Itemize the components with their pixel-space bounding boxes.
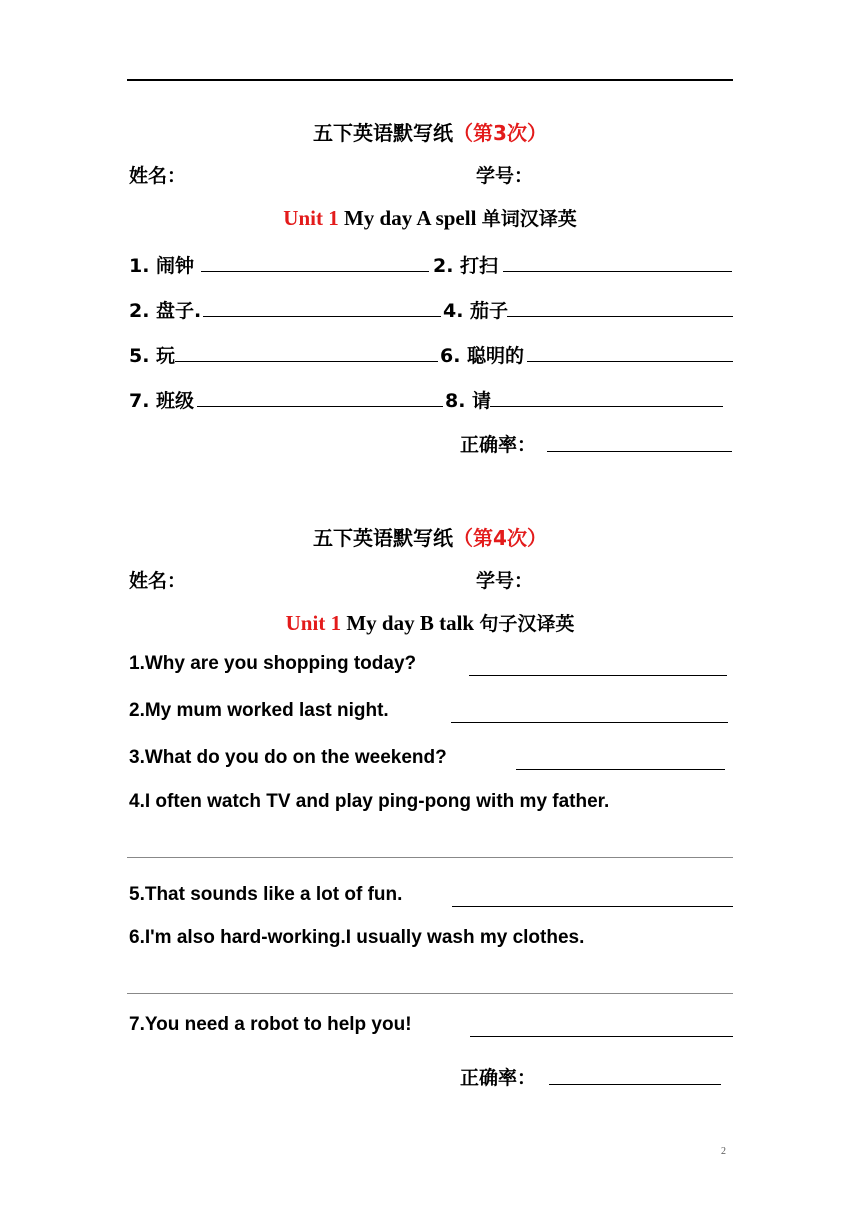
sentence-answer-line-3[interactable] <box>516 769 725 770</box>
sentence-answer-line-7[interactable] <box>470 1036 733 1037</box>
answer-line-3[interactable] <box>203 316 441 317</box>
sentence-4: 4.I often watch TV and play ping-pong with my father. <box>129 791 610 812</box>
answer-line-5[interactable] <box>175 361 438 362</box>
word-item-5: 5. 玩 <box>129 345 176 367</box>
section3-accuracy-label: 正确率： <box>460 434 537 456</box>
sentence-answer-line-4[interactable] <box>127 857 733 858</box>
answer-line-6[interactable] <box>527 361 733 362</box>
section3-id-label: 学号： <box>476 165 534 187</box>
sentence-answer-line-2[interactable] <box>451 722 728 723</box>
sentence-5: 5.That sounds like a lot of fun. <box>129 884 403 905</box>
sentence-7: 7.You need a robot to help you! <box>129 1014 412 1035</box>
word-item-3: 2. 盘子. <box>129 300 202 322</box>
sentence-2: 2.My mum worked last night. <box>129 700 389 721</box>
word-item-4: 4. 茄子 <box>443 300 509 322</box>
sentence-answer-line-1[interactable] <box>469 675 727 676</box>
section3-title: 五下英语默写纸（第3次） <box>313 121 547 145</box>
section4-name-label: 姓名： <box>129 570 187 592</box>
answer-line-7[interactable] <box>197 406 443 407</box>
sentence-answer-line-5[interactable] <box>452 906 733 907</box>
section4-accuracy-line[interactable] <box>549 1084 721 1085</box>
word-item-7: 7. 班级 <box>129 390 195 412</box>
sentence-1: 1.Why are you shopping today? <box>129 653 417 674</box>
section3-unit-heading: Unit 1 My day A spell 单词汉译英 <box>283 206 577 230</box>
word-item-8: 8. 请 <box>445 390 492 412</box>
answer-line-1[interactable] <box>201 271 429 272</box>
answer-line-4[interactable] <box>507 316 733 317</box>
word-item-2: 2. 打扫 <box>433 255 499 277</box>
answer-line-2[interactable] <box>503 271 732 272</box>
section4-accuracy-label: 正确率： <box>460 1067 537 1089</box>
sentence-answer-line-6[interactable] <box>127 993 733 994</box>
sentence-3: 3.What do you do on the weekend? <box>129 747 447 768</box>
answer-line-8[interactable] <box>490 406 723 407</box>
section4-id-label: 学号： <box>476 570 534 592</box>
section4-title: 五下英语默写纸（第4次） <box>313 526 547 550</box>
top-rule <box>127 79 733 81</box>
word-item-1: 1. 闹钟 <box>129 255 195 277</box>
sentence-6: 6.I'm also hard-working.I usually wash my clothes. <box>129 927 585 948</box>
section4-unit-heading: Unit 1 My day B talk 句子汉译英 <box>285 611 575 635</box>
section3-name-label: 姓名： <box>129 165 187 187</box>
word-item-6: 6. 聪明的 <box>440 345 525 367</box>
page-number: 2 <box>721 1146 726 1157</box>
section3-accuracy-line[interactable] <box>547 451 732 452</box>
